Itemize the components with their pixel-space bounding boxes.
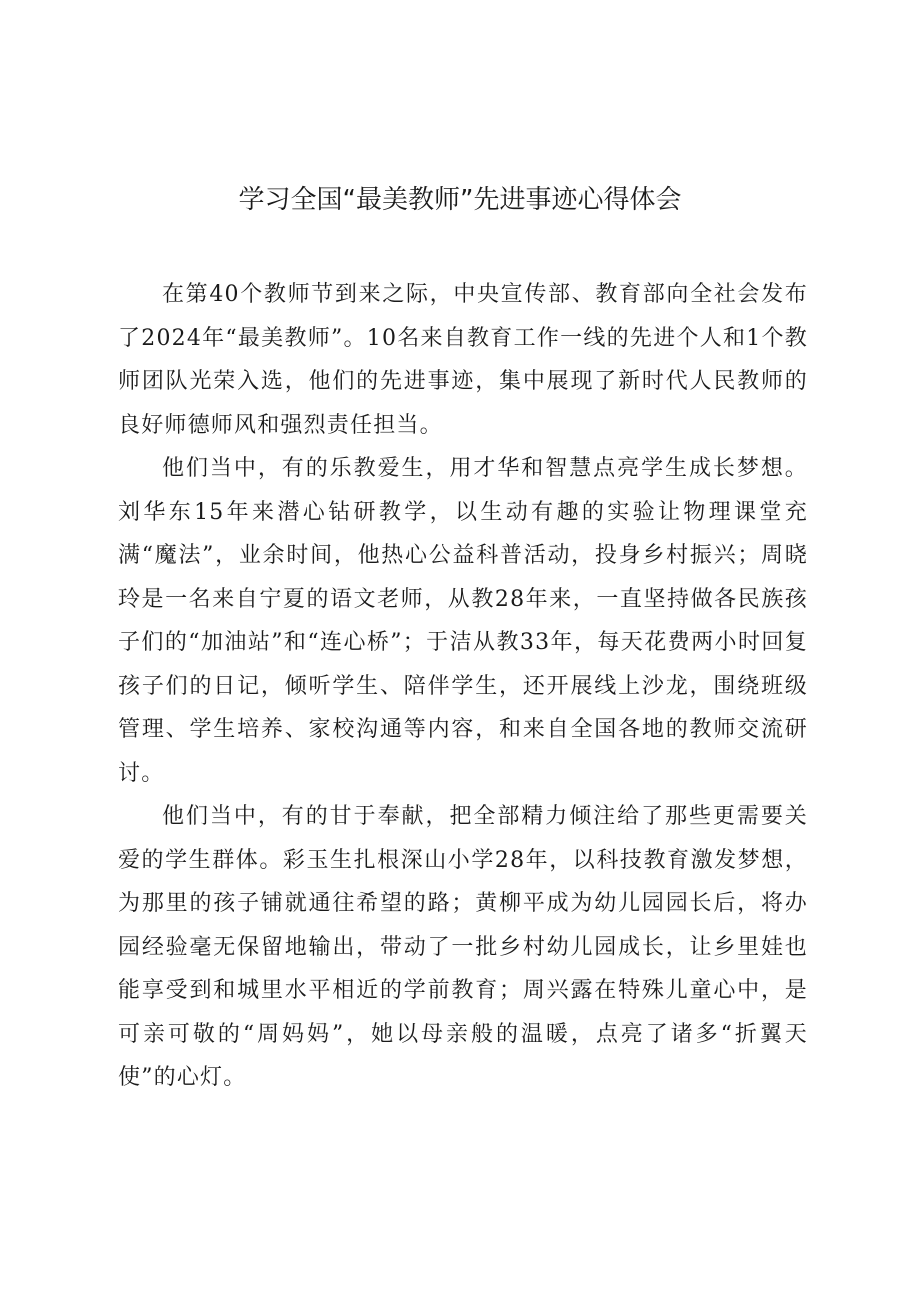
document-body bbox=[118, 273, 808, 1100]
paragraph-1: 在第40个教师节到来之际，中央宣传部、教育部向全社会发布了2024年“最美教师”。10名来自教育工作一线的先进个人和1个教师团队光荣入选，他们的先进事迹，集中展现了新时代人民教师的良好师德师风和强烈责任担当。 bbox=[118, 282, 808, 438]
paragraph-3: 他们当中，有的甘于奉献，把全部精力倾注给了那些更需要关爱的学生群体。彩玉生扎根深山小学28年，以科技教育激发梦想，为那里的孩子铺就通往希望的路；黄柳平成为幼儿园园长后，将办园经验毫无保留地输出，带动了一批乡村幼儿园成长，让乡里娃也能享受到和城里水平相近的学前教育；周兴露在特殊儿童心中，是可亲可敬的“周妈妈”，她以母亲般的温暖，点亮了诸多“折翼天使”的心灯。 bbox=[118, 804, 808, 1090]
paragraph-2: 他们当中，有的乐教爱生，用才华和智慧点亮学生成长梦想。刘华东15年来潜心钻研教学，以生动有趣的实验让物理课堂充满“魔法”，业余时间，他热心公益科普活动，投身乡村振兴；周晓玲是一名来自宁夏的语文老师，从教28年来，一直坚持做各民族孩子们的“加油站”和“连心桥”；于洁从教33年，每天花费两小时回复孩子们的日记，倾听学生、陪伴学生，还开展线上沙龙，围绕班级管理、学生培养、家校沟通等内容，和来自全国各地的教师交流研讨。 bbox=[118, 456, 808, 786]
document-title: 学习全国“最美教师”先进事迹心得体会 bbox=[238, 185, 682, 215]
